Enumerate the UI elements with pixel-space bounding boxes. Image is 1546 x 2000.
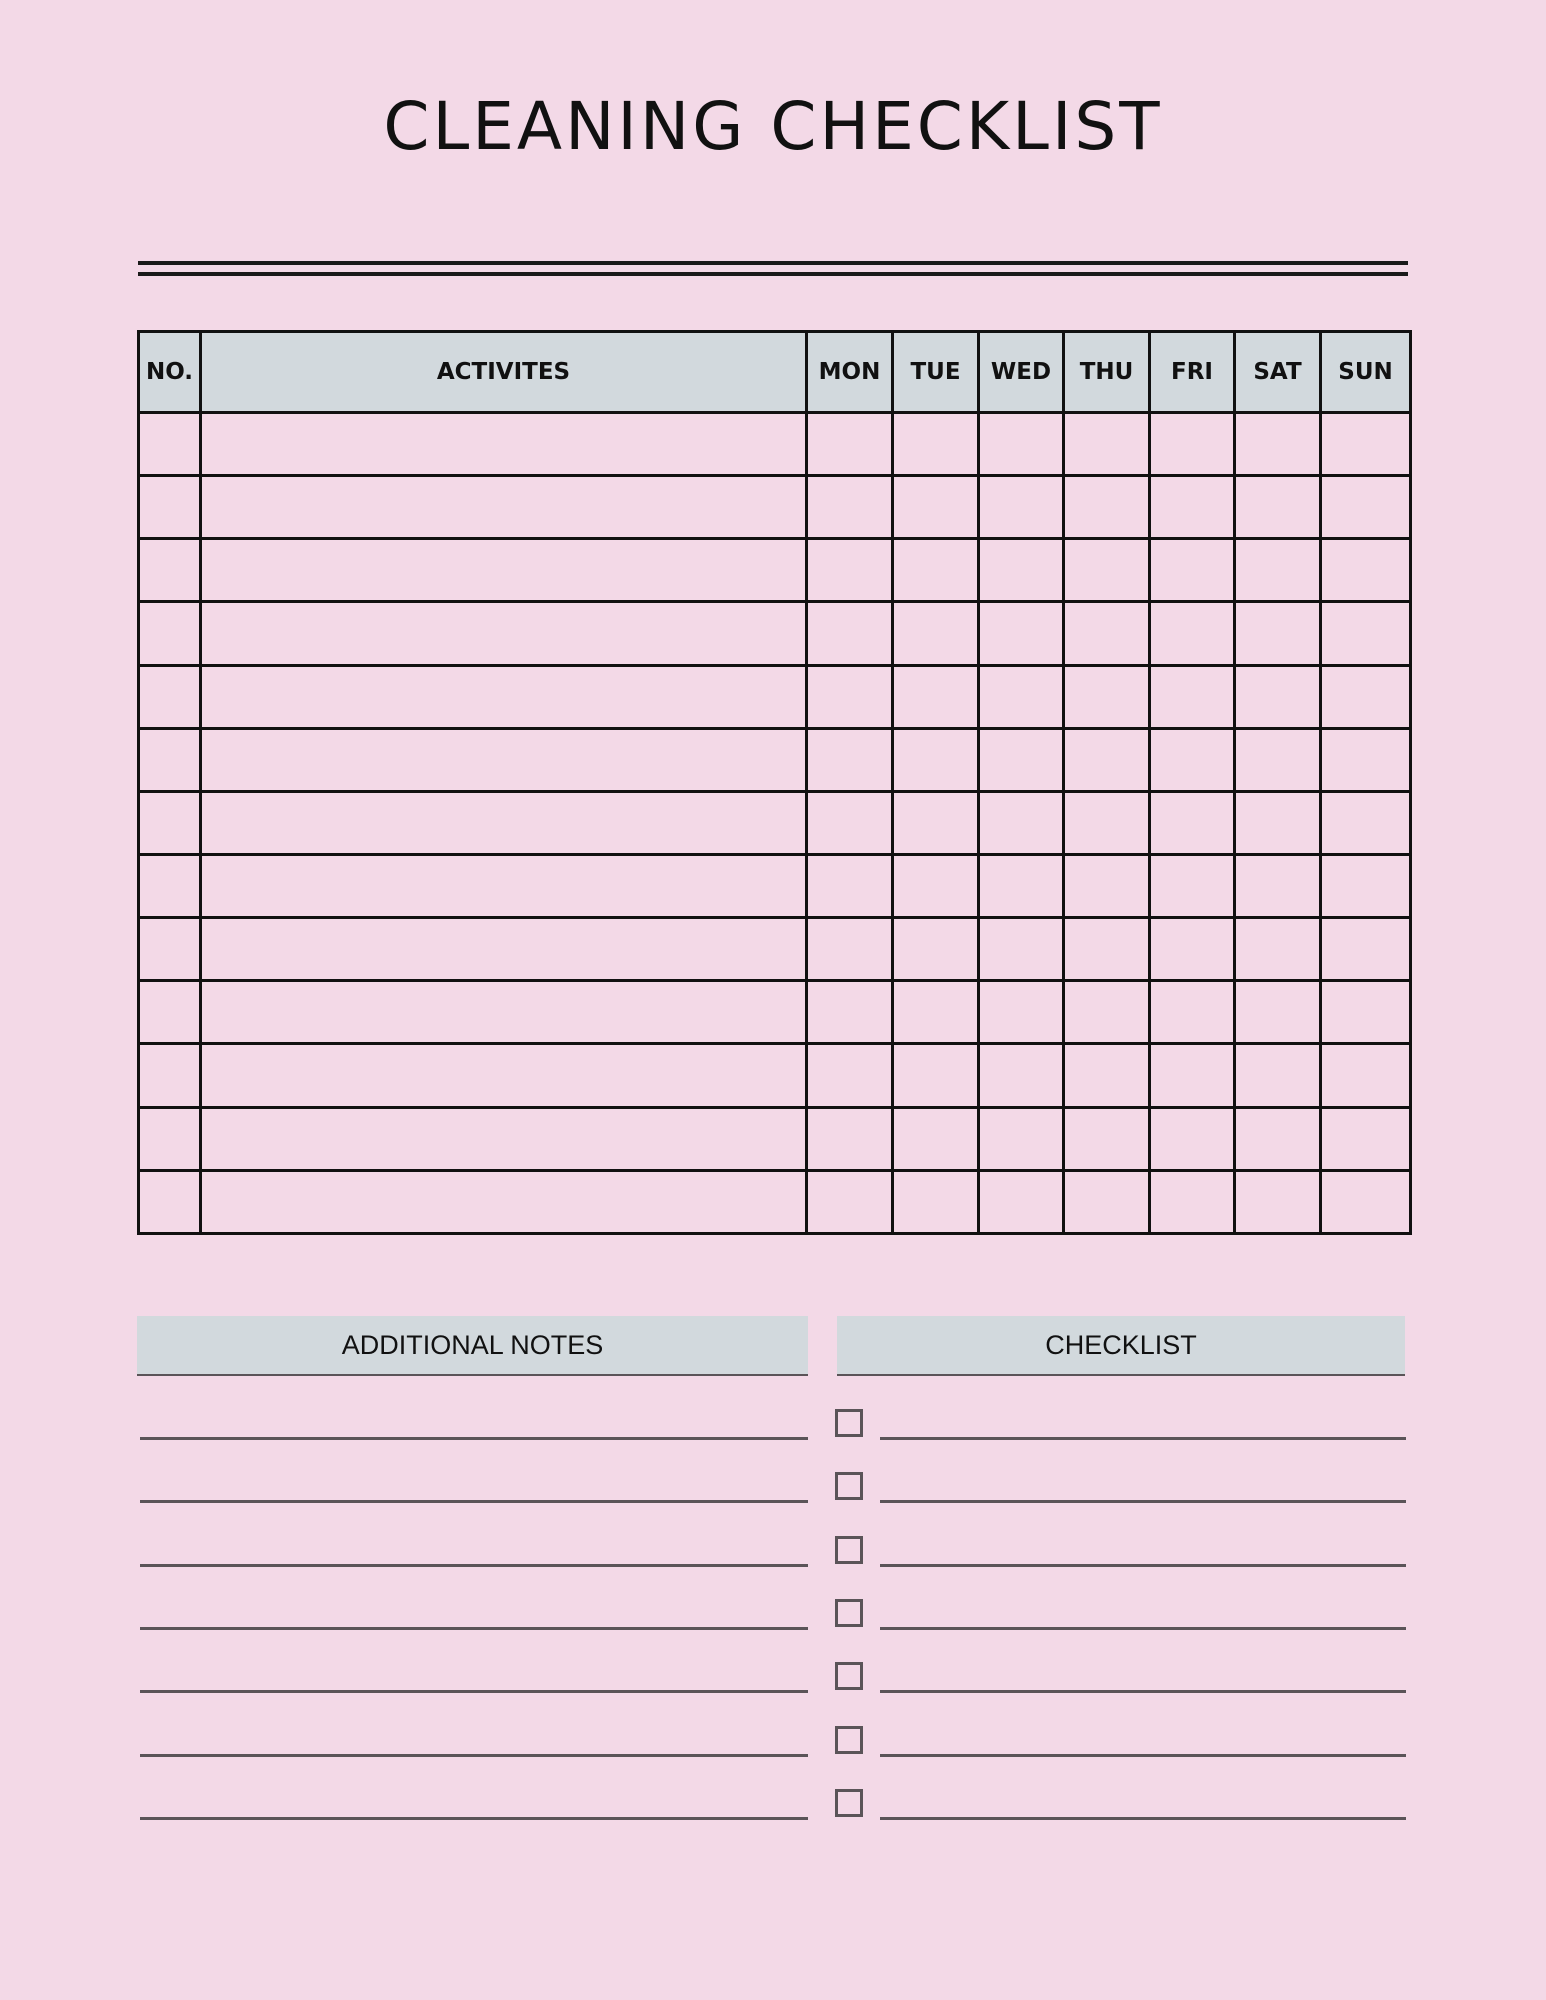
header-wed: WED <box>979 332 1064 413</box>
checkbox[interactable] <box>835 1726 863 1754</box>
day-check-cell[interactable] <box>893 1044 979 1107</box>
activity-cell[interactable] <box>201 918 807 981</box>
day-check-cell[interactable] <box>1235 854 1321 917</box>
day-check-cell[interactable] <box>1064 728 1150 791</box>
activity-cell[interactable] <box>201 854 807 917</box>
note-line[interactable] <box>140 1690 808 1693</box>
day-check-cell[interactable] <box>893 854 979 917</box>
header-no: NO. <box>139 332 201 413</box>
day-check-cell[interactable] <box>893 539 979 602</box>
row-number-cell[interactable] <box>139 981 201 1044</box>
checkbox[interactable] <box>835 1472 863 1500</box>
table-row <box>139 1107 1411 1170</box>
activity-cell[interactable] <box>201 665 807 728</box>
day-check-cell[interactable] <box>1321 1170 1411 1233</box>
day-check-cell[interactable] <box>1321 602 1411 665</box>
day-check-cell[interactable] <box>807 476 893 539</box>
day-check-cell[interactable] <box>979 854 1064 917</box>
day-check-cell[interactable] <box>1064 476 1150 539</box>
activity-cell[interactable] <box>201 1044 807 1107</box>
header-mon: MON <box>807 332 893 413</box>
table-row <box>139 981 1411 1044</box>
day-check-cell[interactable] <box>807 791 893 854</box>
day-check-cell[interactable] <box>893 791 979 854</box>
header-fri: FRI <box>1150 332 1235 413</box>
header-sun: SUN <box>1321 332 1411 413</box>
day-check-cell[interactable] <box>1235 918 1321 981</box>
day-check-cell[interactable] <box>1321 1107 1411 1170</box>
row-number-cell[interactable] <box>139 791 201 854</box>
day-check-cell[interactable] <box>1235 1170 1321 1233</box>
day-check-cell[interactable] <box>807 728 893 791</box>
day-check-cell[interactable] <box>1235 1107 1321 1170</box>
day-check-cell[interactable] <box>893 476 979 539</box>
note-line[interactable] <box>140 1437 808 1440</box>
activity-cell[interactable] <box>201 602 807 665</box>
day-check-cell[interactable] <box>1235 981 1321 1044</box>
day-check-cell[interactable] <box>893 665 979 728</box>
row-number-cell[interactable] <box>139 918 201 981</box>
day-check-cell[interactable] <box>807 918 893 981</box>
checkbox[interactable] <box>835 1536 863 1564</box>
activity-cell[interactable] <box>201 413 807 476</box>
day-check-cell[interactable] <box>979 602 1064 665</box>
table-row <box>139 1044 1411 1107</box>
day-check-cell[interactable] <box>1321 791 1411 854</box>
table-row <box>139 918 1411 981</box>
activity-cell[interactable] <box>201 1107 807 1170</box>
day-check-cell[interactable] <box>1150 918 1235 981</box>
row-number-cell[interactable] <box>139 1107 201 1170</box>
checkbox[interactable] <box>835 1662 863 1690</box>
title-divider-bottom <box>138 272 1408 276</box>
checklist-line[interactable] <box>880 1690 1406 1693</box>
day-check-cell[interactable] <box>1064 918 1150 981</box>
day-check-cell[interactable] <box>807 413 893 476</box>
day-check-cell[interactable] <box>1235 665 1321 728</box>
day-check-cell[interactable] <box>1321 854 1411 917</box>
day-check-cell[interactable] <box>979 539 1064 602</box>
day-check-cell[interactable] <box>1064 791 1150 854</box>
day-check-cell[interactable] <box>1321 728 1411 791</box>
row-number-cell[interactable] <box>139 728 201 791</box>
day-check-cell[interactable] <box>1064 1044 1150 1107</box>
note-line[interactable] <box>140 1500 808 1503</box>
additional-notes-header: ADDITIONAL NOTES <box>137 1316 808 1376</box>
activity-table <box>137 330 1412 1235</box>
table-header-row <box>139 332 1411 413</box>
table-row <box>139 1170 1411 1233</box>
day-check-cell[interactable] <box>979 1170 1064 1233</box>
table-body <box>139 413 1411 1234</box>
checklist-line[interactable] <box>880 1627 1406 1630</box>
table-row <box>139 476 1411 539</box>
day-check-cell[interactable] <box>1235 602 1321 665</box>
day-check-cell[interactable] <box>1064 539 1150 602</box>
day-check-cell[interactable] <box>893 728 979 791</box>
day-check-cell[interactable] <box>979 728 1064 791</box>
day-check-cell[interactable] <box>1150 791 1235 854</box>
checklist-line[interactable] <box>880 1564 1406 1567</box>
table-row <box>139 728 1411 791</box>
day-check-cell[interactable] <box>1150 1170 1235 1233</box>
day-check-cell[interactable] <box>1321 539 1411 602</box>
day-check-cell[interactable] <box>1150 854 1235 917</box>
activity-cell[interactable] <box>201 981 807 1044</box>
day-check-cell[interactable] <box>893 602 979 665</box>
activity-cell[interactable] <box>201 791 807 854</box>
day-check-cell[interactable] <box>1150 476 1235 539</box>
day-check-cell[interactable] <box>807 1044 893 1107</box>
day-check-cell[interactable] <box>893 413 979 476</box>
checkbox[interactable] <box>835 1599 863 1627</box>
day-check-cell[interactable] <box>1235 791 1321 854</box>
day-check-cell[interactable] <box>979 665 1064 728</box>
header-sat: SAT <box>1235 332 1321 413</box>
day-check-cell[interactable] <box>1235 1044 1321 1107</box>
day-check-cell[interactable] <box>893 1107 979 1170</box>
row-number-cell[interactable] <box>139 854 201 917</box>
checkbox[interactable] <box>835 1409 863 1437</box>
day-check-cell[interactable] <box>807 602 893 665</box>
table-row <box>139 854 1411 917</box>
page-title: CLEANING CHECKLIST <box>383 88 1163 165</box>
checklist-line[interactable] <box>880 1754 1406 1757</box>
day-check-cell[interactable] <box>979 918 1064 981</box>
day-check-cell[interactable] <box>807 665 893 728</box>
table-row <box>139 602 1411 665</box>
day-check-cell[interactable] <box>1235 413 1321 476</box>
day-check-cell[interactable] <box>979 413 1064 476</box>
row-number-cell[interactable] <box>139 476 201 539</box>
note-line[interactable] <box>140 1627 808 1630</box>
activity-cell[interactable] <box>201 728 807 791</box>
day-check-cell[interactable] <box>893 1170 979 1233</box>
day-check-cell[interactable] <box>893 981 979 1044</box>
header-activities: ACTIVITES <box>201 332 807 413</box>
day-check-cell[interactable] <box>979 981 1064 1044</box>
day-check-cell[interactable] <box>1321 1044 1411 1107</box>
day-check-cell[interactable] <box>1150 413 1235 476</box>
day-check-cell[interactable] <box>1150 1107 1235 1170</box>
day-check-cell[interactable] <box>893 918 979 981</box>
day-check-cell[interactable] <box>807 1170 893 1233</box>
checkbox[interactable] <box>835 1789 863 1817</box>
day-check-cell[interactable] <box>1150 665 1235 728</box>
row-number-cell[interactable] <box>139 413 201 476</box>
checklist-header: CHECKLIST <box>837 1316 1405 1376</box>
table-row <box>139 539 1411 602</box>
note-line[interactable] <box>140 1564 808 1567</box>
row-number-cell[interactable] <box>139 665 201 728</box>
day-check-cell[interactable] <box>1321 665 1411 728</box>
day-check-cell[interactable] <box>807 539 893 602</box>
activity-cell[interactable] <box>201 476 807 539</box>
day-check-cell[interactable] <box>1150 539 1235 602</box>
day-check-cell[interactable] <box>1064 1170 1150 1233</box>
table-row <box>139 413 1411 476</box>
day-check-cell[interactable] <box>1150 981 1235 1044</box>
day-check-cell[interactable] <box>979 1107 1064 1170</box>
day-check-cell[interactable] <box>979 476 1064 539</box>
day-check-cell[interactable] <box>807 981 893 1044</box>
row-number-cell[interactable] <box>139 539 201 602</box>
day-check-cell[interactable] <box>807 1107 893 1170</box>
row-number-cell[interactable] <box>139 1044 201 1107</box>
day-check-cell[interactable] <box>1235 476 1321 539</box>
day-check-cell[interactable] <box>807 854 893 917</box>
activity-cell[interactable] <box>201 539 807 602</box>
day-check-cell[interactable] <box>979 791 1064 854</box>
row-number-cell[interactable] <box>139 602 201 665</box>
day-check-cell[interactable] <box>1064 665 1150 728</box>
day-check-cell[interactable] <box>1321 413 1411 476</box>
header-tue: TUE <box>893 332 979 413</box>
day-check-cell[interactable] <box>1321 918 1411 981</box>
day-check-cell[interactable] <box>1150 728 1235 791</box>
day-check-cell[interactable] <box>1064 1107 1150 1170</box>
day-check-cell[interactable] <box>1064 602 1150 665</box>
day-check-cell[interactable] <box>1064 854 1150 917</box>
checklist-line[interactable] <box>880 1500 1406 1503</box>
day-check-cell[interactable] <box>979 1044 1064 1107</box>
day-check-cell[interactable] <box>1064 413 1150 476</box>
title-divider-top <box>138 261 1408 265</box>
day-check-cell[interactable] <box>1235 539 1321 602</box>
day-check-cell[interactable] <box>1321 476 1411 539</box>
day-check-cell[interactable] <box>1150 1044 1235 1107</box>
table-row <box>139 791 1411 854</box>
table-row <box>139 665 1411 728</box>
day-check-cell[interactable] <box>1150 602 1235 665</box>
note-line[interactable] <box>140 1754 808 1757</box>
header-thu: THU <box>1064 332 1150 413</box>
activity-cell[interactable] <box>201 1170 807 1233</box>
day-check-cell[interactable] <box>1235 728 1321 791</box>
day-check-cell[interactable] <box>1321 981 1411 1044</box>
checklist-line[interactable] <box>880 1437 1406 1440</box>
row-number-cell[interactable] <box>139 1170 201 1233</box>
checklist-line[interactable] <box>880 1817 1406 1820</box>
note-line[interactable] <box>140 1817 808 1820</box>
day-check-cell[interactable] <box>1064 981 1150 1044</box>
